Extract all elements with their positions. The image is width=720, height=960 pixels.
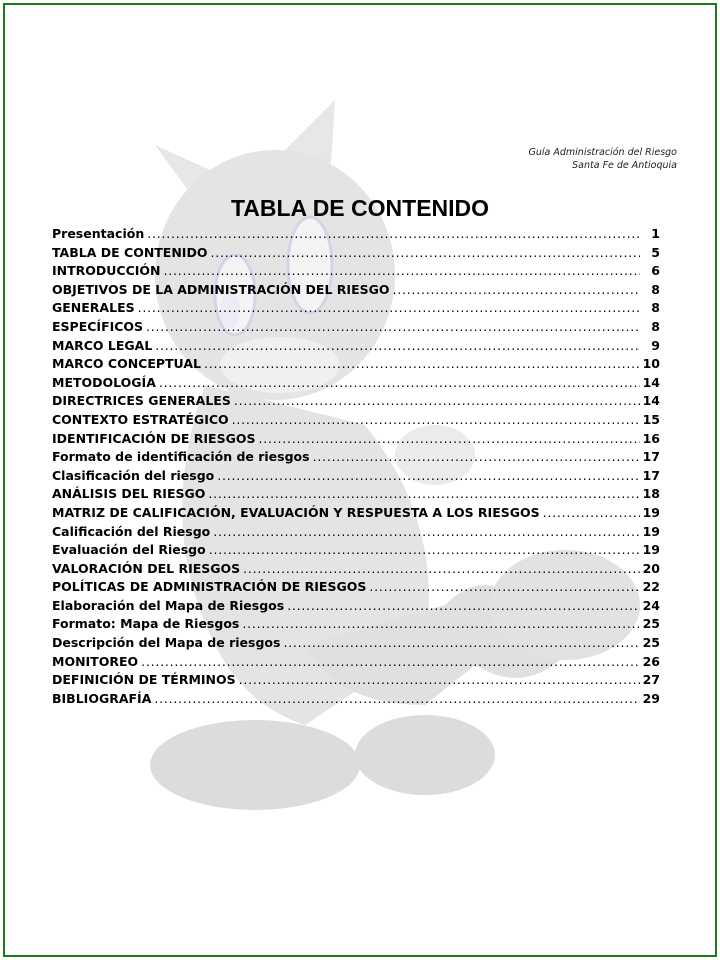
toc-entry-label: Descripción del Mapa de riesgos — [52, 635, 281, 651]
toc-leader-dots — [143, 319, 640, 334]
toc-entry[interactable] — [52, 486, 660, 505]
toc-entry-label: OBJETIVOS DE LA ADMINISTRACIÓN DEL RIESGO — [52, 281, 390, 297]
toc-entry-page-number: 8 — [651, 318, 660, 334]
toc-entry[interactable] — [52, 245, 660, 264]
toc-entry[interactable] — [52, 468, 660, 487]
toc-leader-dots — [310, 449, 640, 464]
toc-entry-label: Elaboración del Mapa de Riesgos — [52, 597, 285, 613]
header-guide-title: Guía Administración del Riesgo — [528, 147, 677, 158]
toc-leader-dots — [161, 263, 640, 278]
toc-entry[interactable] — [52, 598, 660, 617]
toc-entry-label: MARCO LEGAL — [52, 337, 153, 353]
toc-entry[interactable] — [52, 431, 660, 450]
toc-entry-label: CONTEXTO ESTRATÉGICO — [52, 411, 229, 427]
toc-entry[interactable] — [52, 226, 660, 245]
page-title: TABLA DE CONTENIDO — [230, 195, 490, 221]
toc-entry[interactable] — [52, 412, 660, 431]
toc-leader-dots — [207, 245, 640, 260]
toc-leader-dots — [206, 542, 640, 557]
toc-leader-dots — [366, 579, 640, 594]
toc-entry-label: DEFINICIÓN DE TÉRMINOS — [52, 672, 236, 688]
toc-entry-label: ANÁLISIS DEL RIESGO — [52, 486, 206, 502]
toc-entry-page-number: 24 — [642, 597, 660, 613]
toc-entry-label: INTRODUCCIÓN — [52, 263, 161, 279]
toc-leader-dots — [151, 691, 640, 706]
toc-entry-label: Calificación del Riesgo — [52, 523, 211, 539]
toc-entry[interactable] — [52, 579, 660, 598]
toc-entry[interactable] — [52, 449, 660, 468]
table-of-contents — [52, 226, 660, 709]
toc-entry-page-number: 19 — [642, 504, 660, 520]
toc-entry-page-number: 26 — [642, 653, 660, 669]
toc-entry-page-number: 16 — [642, 430, 660, 446]
toc-entry[interactable] — [52, 282, 660, 301]
toc-entry[interactable] — [52, 356, 660, 375]
toc-entry-label: Formato: Mapa de Riesgos — [52, 616, 240, 632]
toc-entry[interactable] — [52, 635, 660, 654]
toc-entry[interactable] — [52, 654, 660, 673]
toc-entry-label: Clasificación del riesgo — [52, 467, 215, 483]
toc-entry[interactable] — [52, 542, 660, 561]
toc-entry[interactable] — [52, 561, 660, 580]
toc-entry[interactable] — [52, 505, 660, 524]
toc-leader-dots — [156, 375, 640, 390]
toc-entry[interactable] — [52, 616, 660, 635]
toc-leader-dots — [236, 672, 640, 687]
toc-entry-label: MARCO CONCEPTUAL — [52, 356, 201, 372]
toc-leader-dots — [135, 300, 640, 315]
toc-entry[interactable] — [52, 319, 660, 338]
toc-leader-dots — [201, 356, 640, 371]
toc-entry-page-number: 6 — [651, 263, 660, 279]
toc-entry-label: MATRIZ DE CALIFICACIÓN, EVALUACIÓN Y RESPUESTA A LOS RIESGOS — [52, 504, 540, 520]
toc-entry-page-number: 9 — [651, 337, 660, 353]
toc-entry-page-number: 1 — [651, 226, 660, 241]
toc-entry-page-number: 18 — [642, 486, 660, 502]
toc-leader-dots — [205, 486, 640, 501]
toc-leader-dots — [144, 226, 640, 241]
toc-leader-dots — [280, 635, 640, 650]
toc-entry-label: POLÍTICAS DE ADMINISTRACIÓN DE RIESGOS — [52, 579, 367, 595]
toc-leader-dots — [231, 393, 640, 408]
toc-entry-page-number: 25 — [642, 635, 660, 651]
toc-leader-dots — [229, 412, 640, 427]
toc-entry-page-number: 20 — [642, 560, 660, 576]
toc-entry-label: VALORACIÓN DEL RIESGOS — [52, 560, 241, 576]
toc-entry-label: IDENTIFICACIÓN DE RIESGOS — [52, 430, 256, 446]
toc-entry[interactable] — [52, 338, 660, 357]
toc-entry-label: GENERALES — [52, 300, 135, 316]
toc-entry-page-number: 19 — [642, 542, 660, 558]
toc-entry[interactable] — [52, 375, 660, 394]
toc-entry-page-number: 15 — [642, 411, 660, 427]
toc-leader-dots — [540, 505, 640, 520]
toc-leader-dots — [239, 616, 640, 631]
toc-leader-dots — [214, 468, 640, 483]
toc-entry[interactable] — [52, 263, 660, 282]
toc-leader-dots — [390, 282, 641, 297]
toc-entry-label: Formato de identificación de riesgos — [52, 449, 310, 465]
toc-leader-dots — [138, 654, 640, 669]
toc-entry-page-number: 8 — [651, 281, 660, 297]
toc-leader-dots — [240, 561, 640, 576]
toc-entry[interactable] — [52, 300, 660, 319]
toc-entry-label: Presentación — [52, 226, 145, 241]
toc-entry[interactable] — [52, 691, 660, 710]
toc-leader-dots — [152, 338, 640, 353]
header-location: Santa Fe de Antioquia — [572, 160, 677, 171]
page-frame — [3, 3, 717, 957]
toc-entry-page-number: 5 — [651, 244, 660, 260]
toc-entry-label: ESPECÍFICOS — [52, 318, 144, 334]
toc-entry-page-number: 8 — [651, 300, 660, 316]
toc-entry[interactable] — [52, 393, 660, 412]
toc-entry-label: BIBLIOGRAFÍA — [52, 690, 152, 706]
toc-leader-dots — [255, 431, 640, 446]
toc-leader-dots — [210, 524, 640, 539]
toc-entry-page-number: 29 — [642, 690, 660, 706]
toc-entry-page-number: 17 — [642, 449, 660, 465]
toc-entry-page-number: 17 — [642, 467, 660, 483]
toc-entry-page-number: 25 — [642, 616, 660, 632]
toc-entry[interactable] — [52, 524, 660, 543]
toc-entry-label: DIRECTRICES GENERALES — [52, 393, 231, 409]
document-header — [529, 146, 677, 172]
toc-entry-page-number: 14 — [642, 393, 660, 409]
toc-entry-page-number: 14 — [642, 374, 660, 390]
toc-entry-page-number: 10 — [642, 356, 660, 372]
toc-entry[interactable] — [52, 672, 660, 691]
toc-entry-label: MONITOREO — [52, 653, 139, 669]
toc-entry-page-number: 27 — [642, 672, 660, 688]
toc-leader-dots — [284, 598, 640, 613]
toc-entry-label: METODOLOGÍA — [52, 374, 156, 390]
toc-entry-label: TABLA DE CONTENIDO — [52, 244, 208, 260]
toc-entry-label: Evaluación del Riesgo — [52, 542, 206, 558]
toc-entry-page-number: 22 — [642, 579, 660, 595]
toc-entry-page-number: 19 — [642, 523, 660, 539]
